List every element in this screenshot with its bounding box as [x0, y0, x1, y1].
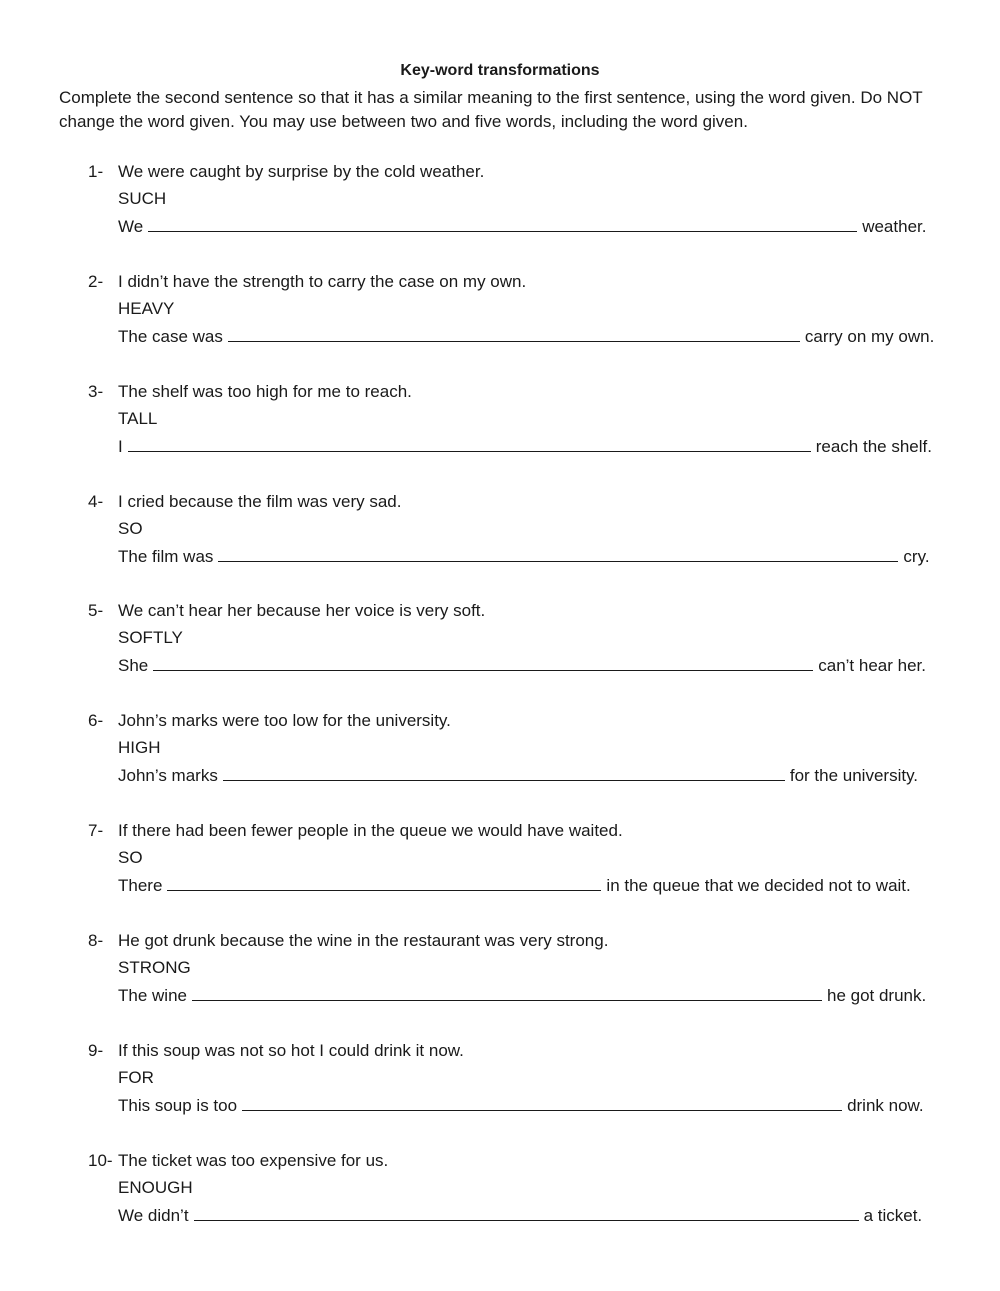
item-number: 6- — [88, 711, 104, 730]
answer-blank[interactable] — [242, 1095, 842, 1111]
key-word: HEAVY — [118, 299, 175, 318]
answer-blank[interactable] — [167, 875, 601, 891]
answer-prefix: She — [118, 656, 149, 675]
key-word: ENOUGH — [118, 1178, 193, 1197]
answer-line — [118, 546, 930, 568]
answer-suffix: reach the shelf. — [815, 437, 932, 456]
item-number: 10- — [88, 1151, 113, 1170]
item-number: 8- — [88, 931, 104, 950]
answer-suffix: carry on my own. — [804, 327, 935, 346]
item-number: 4- — [88, 492, 104, 511]
answer-line — [118, 1095, 924, 1117]
original-sentence: The ticket was too expensive for us. — [118, 1151, 389, 1170]
answer-line — [118, 1205, 922, 1227]
item-number: 7- — [88, 821, 104, 840]
original-sentence: John’s marks were too low for the university. — [118, 711, 451, 730]
answer-suffix: for the university. — [789, 766, 919, 785]
item-number: 3- — [88, 382, 104, 401]
answer-suffix: weather. — [862, 217, 927, 236]
key-word: FOR — [118, 1068, 154, 1087]
original-sentence: The shelf was too high for me to reach. — [118, 382, 412, 401]
key-word: SO — [118, 848, 143, 867]
exercise-item — [0, 600, 1000, 684]
original-sentence: I didn’t have the strength to carry the case on my own. — [118, 272, 527, 291]
original-sentence: If this soup was not so hot I could drink it now. — [118, 1041, 464, 1060]
answer-prefix: This soup is too — [118, 1096, 238, 1115]
answer-line — [118, 985, 926, 1007]
item-number: 5- — [88, 601, 104, 620]
answer-suffix: can’t hear her. — [818, 656, 926, 675]
key-word: STRONG — [118, 958, 191, 977]
answer-blank[interactable] — [128, 436, 811, 452]
answer-blank[interactable] — [192, 985, 822, 1001]
original-sentence: If there had been fewer people in the queue we would have waited. — [118, 821, 623, 840]
answer-blank[interactable] — [194, 1205, 859, 1221]
exercise-item — [0, 491, 1000, 575]
answer-prefix: There — [118, 876, 163, 895]
original-sentence: He got drunk because the wine in the restaurant was very strong. — [118, 931, 609, 950]
answer-suffix: drink now. — [847, 1096, 924, 1115]
answer-suffix: in the queue that we decided not to wait. — [606, 876, 911, 895]
answer-blank[interactable] — [228, 326, 800, 342]
original-sentence: We were caught by surprise by the cold weather. — [118, 162, 485, 181]
answer-prefix: John’s marks — [118, 766, 218, 785]
answer-line — [118, 436, 932, 458]
answer-blank[interactable] — [223, 765, 785, 781]
answer-blank[interactable] — [148, 216, 857, 232]
item-number: 9- — [88, 1041, 104, 1060]
item-number: 1- — [88, 162, 104, 181]
answer-line — [118, 765, 918, 787]
exercise-item — [0, 930, 1000, 1014]
answer-prefix: I — [118, 437, 123, 456]
key-word: TALL — [118, 409, 158, 428]
answer-suffix: cry. — [903, 547, 930, 566]
answer-suffix: a ticket. — [863, 1206, 923, 1225]
key-word: SOFTLY — [118, 628, 183, 647]
answer-blank[interactable] — [218, 546, 898, 562]
answer-prefix: The film was — [118, 547, 214, 566]
key-word: SO — [118, 519, 143, 538]
answer-line — [118, 326, 934, 348]
exercise-item — [0, 820, 1000, 904]
answer-suffix: he got drunk. — [826, 986, 927, 1005]
exercise-item — [0, 271, 1000, 355]
answer-prefix: The case was — [118, 327, 223, 346]
original-sentence: I cried because the film was very sad. — [118, 492, 402, 511]
answer-prefix: We — [118, 217, 144, 236]
answer-line — [118, 216, 926, 238]
exercise-item — [0, 381, 1000, 465]
key-word: HIGH — [118, 738, 161, 757]
exercise-item — [0, 161, 1000, 245]
key-word: SUCH — [118, 189, 167, 208]
original-sentence: We can’t hear her because her voice is very soft. — [118, 601, 486, 620]
answer-prefix: We didn’t — [118, 1206, 189, 1225]
exercise-item — [0, 1150, 1000, 1234]
answer-prefix: The wine — [118, 986, 187, 1005]
exercise-item — [0, 1040, 1000, 1124]
worksheet-title: Key-word transformations — [400, 62, 600, 79]
answer-line — [118, 875, 911, 897]
answer-blank[interactable] — [153, 655, 813, 671]
exercise-item — [0, 710, 1000, 794]
instructions: Complete the second sentence so that it has a similar meaning to the first sentence, using the word given. Do NOT change the word given. You may use between two and five words, including the word given. — [59, 88, 923, 131]
answer-line — [118, 655, 926, 677]
item-number: 2- — [88, 272, 104, 291]
